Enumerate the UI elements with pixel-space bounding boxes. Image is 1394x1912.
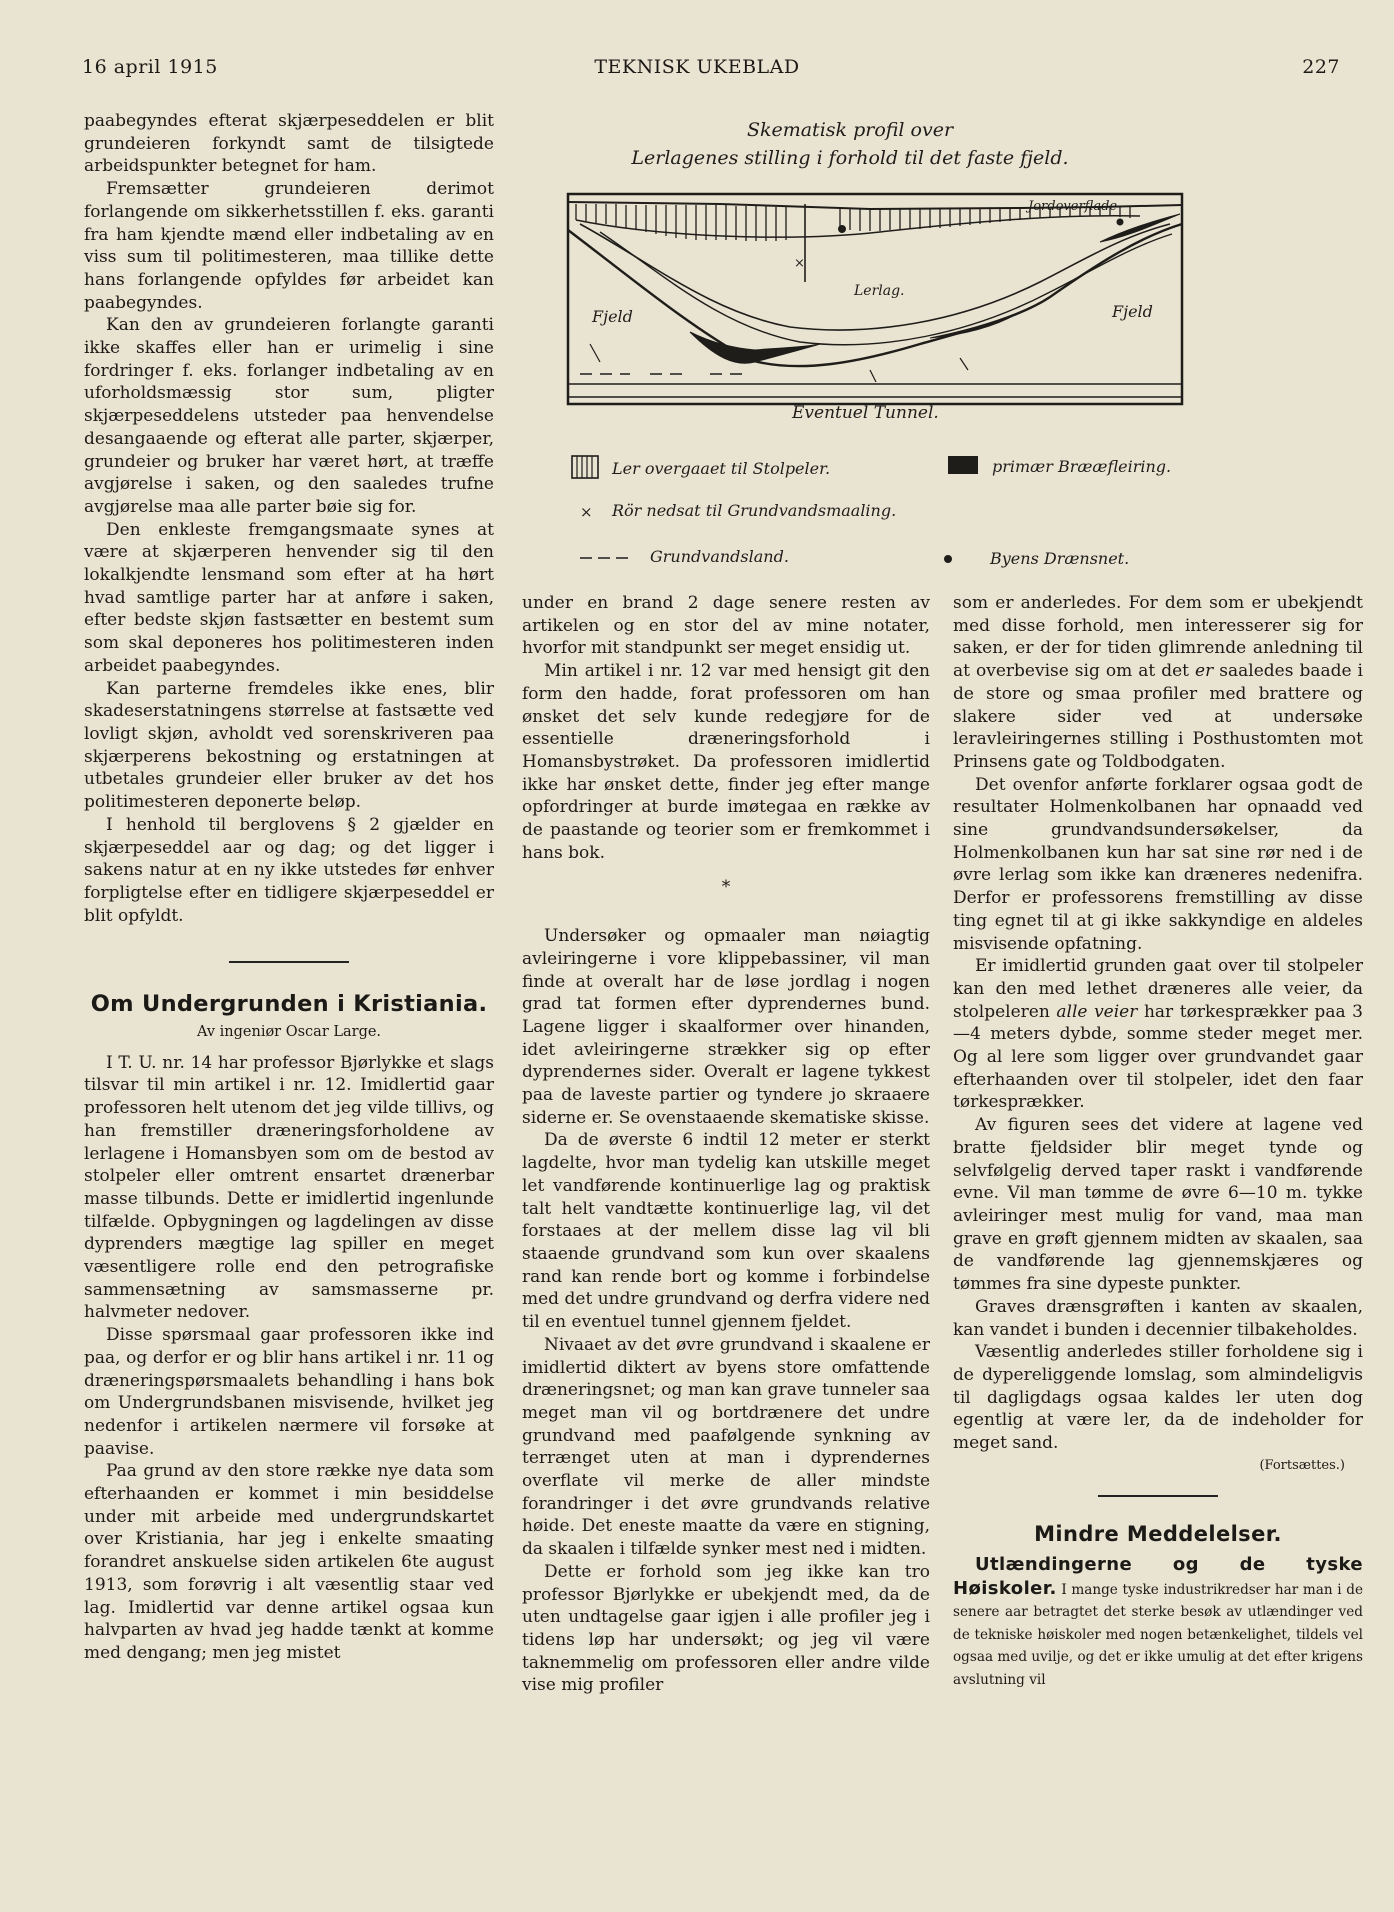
legend-item-ror	[580, 501, 896, 521]
asterisk-separator: *	[721, 877, 731, 898]
article-title: Om Undergrunden i Kristiania.	[90, 991, 488, 1018]
news-item-text: I mange tyske industrikredser har man i de senere aar betragtet det sterke besøk av utlændinger ved de tekniske høiskoler med nogen betænkelighet, tildels vel ogsaa med uvilje, og det er ikke umulig at det efter krigens avslutning vil	[953, 1581, 1363, 1688]
paragraph: I henhold til berglovens § 2 gjælder en skjærpeseddel aar og dag; og det ligger i sakens natur at en ny ikke utstedes før enhver forpligtelse efter en tidligere skjærpeseddel er blit opfyldt.	[84, 814, 494, 926]
column-1	[84, 110, 494, 1665]
column-2	[522, 592, 930, 1697]
label-fjeld-left: Fjeld	[592, 307, 633, 326]
paragraph: under en brand 2 dage senere resten av artikelen og en stor del av mine notater, hvorfor mit standpunkt ser meget ensidig ut.	[522, 593, 930, 659]
paragraph: Fremsætter grundeieren derimot forlangende om sikkerhetsstillen f. eks. garanti fra ham kjendte mænd eller indbetaling av en viss sum til politimesteren, maa tillike dette hans forlangende opfyldes før arbeidet kan paabegyndes.	[84, 179, 494, 313]
emphasis: alle veier	[1056, 1001, 1138, 1022]
header-journal-title: TEKNISK UKEBLAD	[594, 56, 800, 78]
profile-diagram	[568, 194, 1182, 423]
paragraph: Da de øverste 6 indtil 12 meter er sterkt lagdelte, hvor man tydelig kan utskille meget let vandførende kontinuerlige lag og praktisk talt helt vandtætte kontinuerlige lag, vil det forstaaes at der mellem disse lag vil bli staaende grundvand som kun over skaalens rand kan rende bort og komme i forbindelse med det undre grundvand og derfra videre ned til en eventuel tunnel gjennem fjeldet.	[522, 1130, 930, 1333]
legend-label-braeavleiring: primær Brææfleiring.	[992, 457, 1172, 476]
pipe-symbol: ×	[580, 503, 593, 521]
section-divider	[229, 961, 349, 963]
paragraph: I T. U. nr. 14 har professor Bjørlykke et slags tilsvar til min artikel i nr. 12. Imidlertid gaar professoren helt utenom det jeg vilde tillivs, og han fremstiller dræneringsforholdene av lerlagene i Homansbyen som om de bestod av stolpeler eller omtrent ensartet drænerbar masse tilbunds. Dette er imidlertid ingenlunde tilfælde. Opbygningen og lagdelingen av disse dyprenders mægtige lag spiller en meget væsentligere rolle end den petrografiske sammensætning av samsmasserne pr. halvmeter nedover.	[84, 1052, 494, 1323]
legend-item-stolpeler	[572, 456, 830, 478]
paragraph: Nivaaet av det øvre grundvand i skaalene er imidlertid diktert av byens store omfattende dræneringsnet; og man kan grave tunneler saa meget man vil og bortdrænere det undre grundvand med paafølgende synkning av terrænget uten at man i dyprendernes overflate vil merke de aller mindste forandringer i det øvre grundvands relative høide. Det eneste maatte da være en stigning, da skaalen i tilfælde synker mest ned i midten.	[522, 1334, 930, 1560]
legend-label-stolpeler: Ler overgaaet til Stolpeler.	[612, 459, 831, 478]
paragraph: Dette er forhold som jeg ikke kan tro professor Bjørlykke er ubekjendt med, da de uten undtagelse gaar igjen i alle profiler jeg i tidens løp har undersøkt; og jeg vil være taknemmelig om professoren eller andre vilde vise mig profiler	[522, 1561, 930, 1696]
paragraph: Min artikel i nr. 12 var med hensigt git den form den hadde, forat professoren om han ønsket det selv kunde redegjøre for de essentielle dræneringsforhold i Homansbystrøket. Da professoren imidlertid ikke har ønsket dette, finder jeg efter mange opfordringer at burde imøtegaa en række av de paastande og teorier som er fremkommet i hans bok.	[522, 661, 930, 863]
legend-label-draensnet: Byens Drænsnet.	[990, 549, 1130, 568]
paragraph: Paa grund av den store række nye data som efterhaanden er kommet i min besiddelse under mit arbeide med undergrundskartet over Kristiania, har jeg i enkelte smaating forandret anskuelse siden artikelen 6te august 1913, som forøvrig i alt væsentlig staar ved lag. Imidlertid var denne artikel ogsaa kun halvparten av hvad jeg hadde tænkt at komme med dengang; men jeg mistet	[84, 1461, 494, 1663]
figure-legend	[572, 456, 1171, 568]
news-item	[953, 1554, 1363, 1691]
article-byline: Av ingeniør Oscar Large.	[196, 1024, 382, 1041]
paragraph: paabegyndes efterat skjærpeseddelen er blit grundeieren forkyndt samt de tilsigtede arbeidspunkter betegnet for ham.	[84, 111, 494, 177]
paragraph: Væsentlig anderledes stiller forholdene sig i de dypereliggende lomslag, som almindeligvis til dagligdags ogsaa kaldes ler uten dog egentlig at være ler, da de indeholder for meget sand.	[953, 1342, 1363, 1454]
drain-marker	[839, 226, 846, 233]
paragraph: Den enkleste fremgangsmaate synes at være at skjærperen henvender sig til den lokalkjendte lensmand som efter at ha hørt hvad samtlige parter har at anføre i saken, efter bedste skjøn fastsætter en bestemt sum som skal deponeres hos politimesteren inden arbeidet paabegyndes.	[84, 519, 494, 676]
schematic-profile-figure	[540, 112, 1220, 582]
stolpeler-symbol	[572, 456, 598, 478]
legend-item-braeavleiring	[948, 456, 1171, 476]
header-date: 16 april 1915	[82, 56, 218, 78]
paragraph: Undersøker og opmaaler man nøiagtig avleiringerne i vore klippebassiner, vil man finde at overalt har de løse jordlag i nogen grad tat formen efter dyprendernes bund. Lagene ligger i skaalformer over hinanden, idet avleiringerne strækker sig op efter dyprendernes sider. Overalt er lagene tykkest paa de laveste partier og tyndere jo skraaere siderne er. Se ovenstaaende skematiske skisse.	[522, 926, 930, 1128]
paragraph: Graves drænsgrøften i kanten av skaalen, kan vandet i bunden i decennier tilbakeholdes.	[953, 1296, 1363, 1340]
label-jordoverflade: Jordoverflade	[1028, 199, 1118, 214]
section-title: Mindre Meddelelser.	[1034, 1522, 1282, 1547]
paragraph: Av figuren sees det videre at lagene ved bratte fjeldsider blir meget tynde og selvfølgelig derved taper raskt i vandførende evne. Vil man tømme de øvre 6—10 m. tykke avleiringer mest mulig for vand, maa man grave en grøft gjennem midten av skaalen, saa de vandførende lag gjennemskjæres og tømmes fra sine dypeste punkter.	[953, 1115, 1363, 1295]
paragraph: Er imidlertid grunden gaat over til stolpeler kan den med lethet dræneres alle veier, da stolpeleren alle veier har tørkesprækker paa 3—4 meters dybde, somme steder meget mer. Og al lere som ligger over grundvandet gaar efterhaanden over til stolpeler, idet den faar tørkesprækker.	[953, 956, 1363, 1113]
paragraph: Disse spørsmaal gaar professoren ikke ind paa, og derfor er og blir hans artikel i nr. 11 og dræneringspørsmaalets behandling i hans bok om Undergrundsbanen misvisende, hvilket jeg nedenfor i artikelen nærmere vil forsøke at paavise.	[84, 1325, 494, 1459]
column-3	[953, 592, 1363, 1691]
figure-title-line2: Lerlagenes stilling i forhold til det faste fjeld.	[631, 147, 1069, 169]
drain-marker	[1117, 219, 1123, 225]
legend-item-draensnet	[944, 549, 1129, 568]
label-lerlag: Lerlag.	[854, 283, 905, 299]
section-divider	[1098, 1495, 1218, 1497]
paragraph: Kan den av grundeieren forlangte garanti ikke skaffes eller han er urimelig i sine fordringer f. eks. forlanger indbetaling av en uforholdsmæssig stor sum, pligter skjærpeseddelens utsteder paa henvendelse desangaaende og efterat alle parter, skjærper, grundeier og bruker har været hørt, at træffe avgjørelse i saken, og den saaledes trufne avgjørelse maa alle parter bøie sig for.	[84, 315, 494, 517]
news-item-lead: Utlændingerne og de tyske Høiskoler.	[953, 1554, 1363, 1599]
paragraph: Kan parterne fremdeles ikke enes, blir skadeserstatningens størrelse at fastsætte ved lovligt skjøn, avholdt ved sorenskriveren paa skjærperens bekostning og erstatningen at utbetales grundeier eller bruker av det hos politimesteren deponerte beløp.	[84, 678, 494, 813]
label-eventuel-tunnel: Eventuel Tunnel.	[792, 403, 939, 423]
drain-symbol	[944, 555, 952, 563]
svg-text:×: ×	[794, 256, 805, 271]
legend-item-grundvand	[580, 547, 789, 566]
legend-label-ror: Rör nedsat til Grundvandsmaaling.	[612, 501, 897, 520]
label-fjeld-right: Fjeld	[1112, 302, 1153, 321]
tunnel-lines	[568, 384, 1182, 397]
legend-label-grundvand: Grundvandsland.	[650, 547, 789, 566]
braeavleiring-symbol	[948, 456, 978, 474]
emphasis: er	[1195, 661, 1214, 682]
header-page-number: 227	[1302, 56, 1340, 78]
paragraph: som er anderledes. For dem som er ubekjendt med disse forhold, men interesserer sig for saken, er der for tiden glimrende anledning til at overbevise sig om at det er saaledes baade i de store og smaa profiler med brattere og slakere sider ved at undersøke leravleiringernes stilling i Posthustomten mot Prinsens gate og Toldbodgaten.	[953, 593, 1363, 772]
figure-title-line1: Skematisk profil over	[746, 119, 954, 141]
continued-note: (Fortsættes.)	[1259, 1457, 1345, 1473]
paragraph: Det ovenfor anførte forklarer ogsaa godt de resultater Holmenkolbanen har opnaadd ved sine grundvandsundersøkelser, da Holmenkolbanen kun har sat sine rør ned i de øvre lerlag som ikke kan dræneres nedenifra. Derfor er professorens fremstilling av disse ting egnet til at gi ikke sakkyndige en aldeles misvisende opfatning.	[953, 774, 1363, 954]
